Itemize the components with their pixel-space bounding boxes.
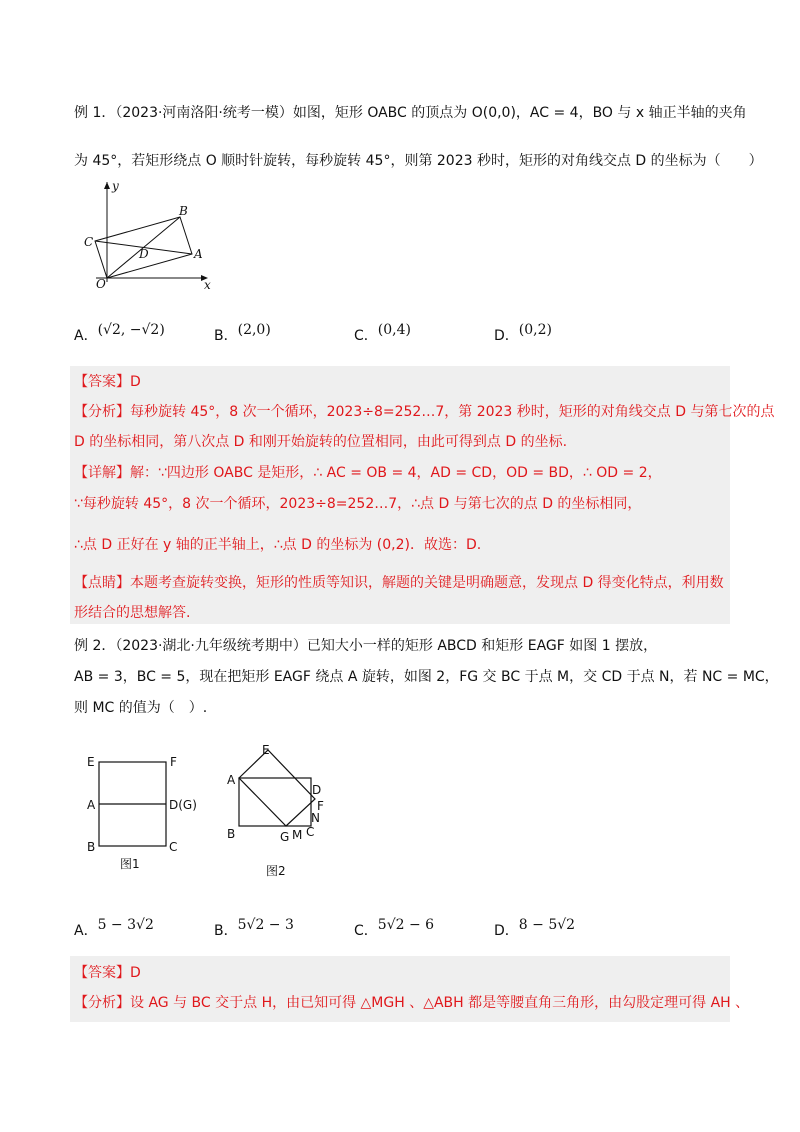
example2-option-b[interactable]: B．5√2 − 3	[214, 917, 294, 939]
example2-question-line2: AB = 3，BC = 5，现在把矩形 EAGF 绕点 A 旋转，如图 2，FG 交 BC 于点 M，交 CD 于点 N，若 NC = MC，	[74, 669, 779, 685]
example2-question-line1: 例 2．（2023·湖北·九年级统考期中）已知大小一样的矩形 ABCD 和矩形 EAGF 如图 1 摆放，	[74, 638, 658, 654]
fig1-label-F: F	[170, 755, 177, 769]
example1-detail-line2: ∵每秒旋转 45°，8 次一个循环，2023÷8=252…7，∴点 D 与第七次的点 D 的坐标相同，	[74, 496, 642, 512]
example1-analysis-line1: 【分析】每秒旋转 45°，8 次一个循环，2023÷8=252…7，第 2023 秒时，矩形的对角线交点 D 与第七次的点	[74, 404, 775, 420]
fig2-label-F: F	[317, 799, 324, 813]
example1-answer: 【答案】D	[74, 374, 141, 390]
fig2-label-A: A	[227, 773, 236, 787]
fig1-label-C: C	[84, 235, 94, 249]
fig2-label-C: C	[306, 825, 315, 839]
example1-detail-line1: 【详解】解：∵四边形 OABC 是矩形，∴ AC = OB = 4，AD = CD，OD = BD，∴ OD = 2，	[74, 465, 662, 481]
example2-question-line3: 则 MC 的值为（ ）.	[74, 700, 208, 716]
example1-comment-line2: 形结合的思想解答.	[74, 605, 191, 621]
example2-option-c[interactable]: C．5√2 − 6	[354, 917, 435, 939]
example2-analysis-line1: 【分析】设 AG 与 BC 交于点 H，由已知可得 △MGH 、△ABH 都是等腰直角三角形，由勾股定理可得 AH 、	[74, 995, 750, 1011]
fig1-label-O: O	[96, 277, 106, 290]
fig2-caption: 图2	[266, 864, 286, 878]
fig1-label-A2: A	[87, 798, 96, 812]
fig1-label-y: y	[112, 179, 119, 193]
fig1-label-x: x	[204, 278, 211, 290]
fig2-label-G: G	[280, 830, 290, 844]
example1-option-d[interactable]: D．(0,2)	[494, 322, 552, 344]
example1-option-c[interactable]: C．(0,4)	[354, 322, 411, 344]
example2-option-d[interactable]: D．8 − 5√2	[494, 917, 576, 939]
example1-question-line2: 为 45°，若矩形绕点 O 顺时针旋转，每秒旋转 45°，则第 2023 秒时，矩形的对角线交点 D 的坐标为（ ）	[74, 153, 763, 169]
fig2-label-N: N	[311, 811, 320, 825]
example1-option-b[interactable]: B．(2,0)	[214, 322, 271, 344]
example1-comment-line1: 【点睛】本题考查旋转变换，矩形的性质等知识，解题的关键是明确题意，发现点 D 得变化特点，利用数	[74, 575, 724, 591]
fig1-label-A: A	[194, 247, 203, 261]
fig1-label-C2: C	[169, 840, 178, 854]
example2-option-a[interactable]: A．5 − 3√2	[74, 917, 154, 939]
fig2-label-B: B	[227, 827, 236, 841]
example2-figure1	[84, 752, 204, 874]
fig2-label-E: E	[262, 743, 270, 757]
fig1-label-D: D	[139, 247, 149, 261]
example1-detail-line3: ∴点 D 正好在 y 轴的正半轴上，∴点 D 的坐标为 (0,2)．故选：D.	[74, 537, 482, 553]
example1-analysis-line2: D 的坐标相同，第八次点 D 和刚开始旋转的位置相同，由此可得到点 D 的坐标.	[74, 434, 568, 450]
example1-figure	[78, 178, 218, 290]
example2-answer: 【答案】D	[74, 965, 141, 981]
fig2-label-D: D	[312, 783, 322, 797]
example1-question-line1: 例 1．（2023·河南洛阳·统考一模）如图，矩形 OABC 的顶点为 O(0,0)，AC = 4，BO 与 x 轴正半轴的夹角	[74, 105, 747, 121]
fig1-caption: 图1	[120, 857, 140, 871]
fig1-label-B2: B	[87, 840, 96, 854]
fig1-label-DG: D(G)	[169, 798, 197, 812]
fig1-label-B: B	[179, 204, 188, 218]
fig2-label-M: M	[292, 828, 303, 842]
fig1-label-E: E	[87, 755, 95, 769]
example1-option-a[interactable]: A．(√2, −√2)	[74, 322, 165, 344]
example2-figure2	[222, 742, 342, 882]
